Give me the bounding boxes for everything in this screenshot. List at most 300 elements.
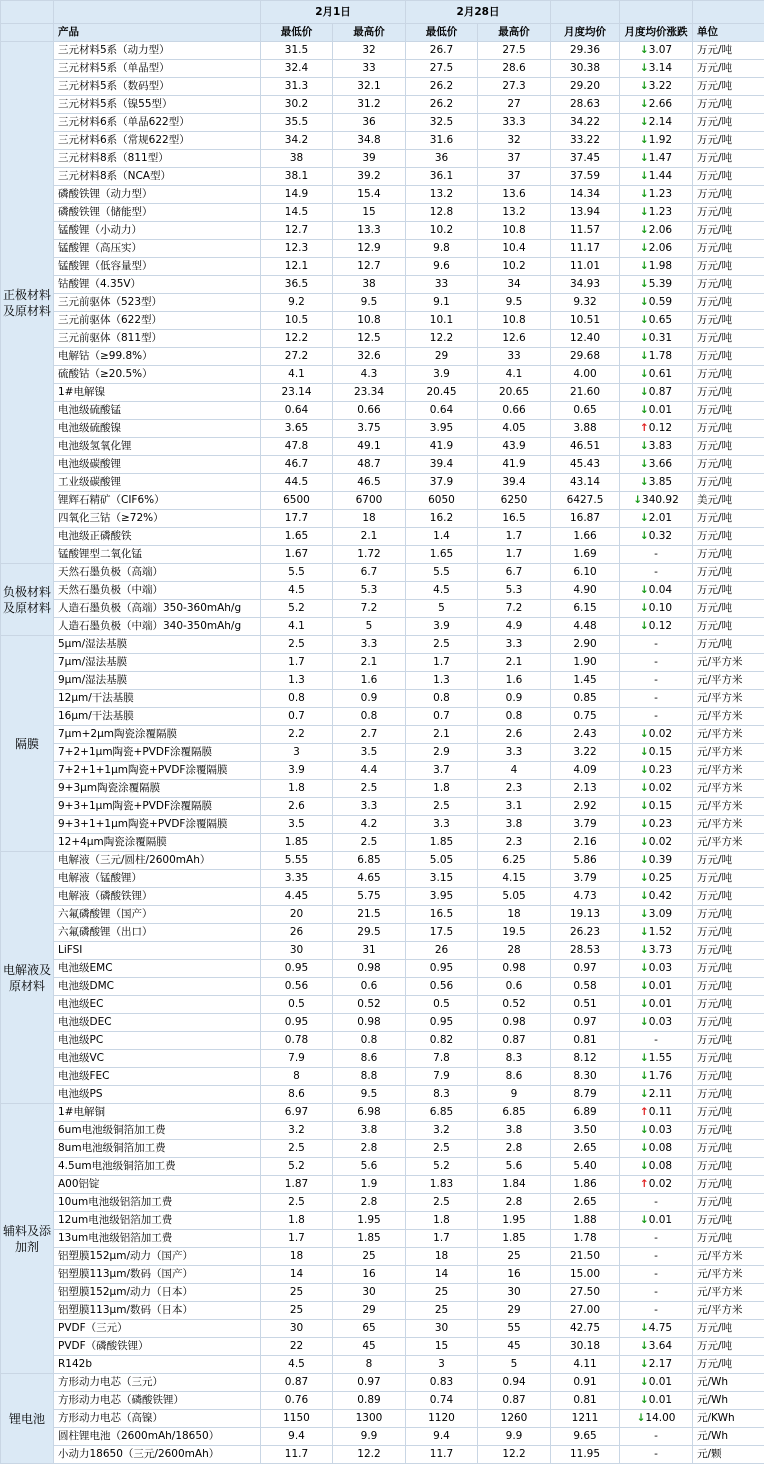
arrow-down-icon: ↓ [636,1412,646,1424]
change-cell [620,1356,693,1374]
low-price-1: 30 [261,942,333,960]
high-price-2: 34 [478,276,551,294]
table-row [1,402,764,420]
change-value: 3.83 [648,440,673,452]
low-price-1: 0.56 [261,978,333,996]
change-value: 0.02 [648,728,673,740]
low-price-2: 6050 [406,492,478,510]
category-label: 正极材料及原材料 [1,42,54,564]
date-header-row [1,1,764,24]
change-value: 0.01 [648,980,673,992]
avg-price: 4.11 [551,1356,620,1374]
category-label: 辅料及添加剂 [1,1104,54,1374]
avg-price: 34.93 [551,276,620,294]
product-name: 三元材料5系（数码型） [54,78,261,96]
low-price-1: 5.2 [261,600,333,618]
change-cell [620,168,693,186]
change-cell [620,492,693,510]
low-price-2: 1.4 [406,528,478,546]
high-price-1: 25 [333,1248,406,1266]
product-name: 锰酸锂（低容量型） [54,258,261,276]
unit-cell: 元/平方米 [693,672,764,690]
low-price-2: 3.7 [406,762,478,780]
low-price-1: 14.5 [261,204,333,222]
arrow-down-icon: ↓ [639,998,649,1010]
high-price-2: 9.9 [478,1428,551,1446]
unit-cell: 万元/吨 [693,96,764,114]
change-cell [620,1176,693,1194]
high-price-2: 0.8 [478,708,551,726]
product-name: 7+2+1μm陶瓷+PVDF涂覆隔膜 [54,744,261,762]
low-price-2: 14 [406,1266,478,1284]
change-cell [620,78,693,96]
table-row [1,240,764,258]
low-price-1: 31.3 [261,78,333,96]
low-price-1: 1.85 [261,834,333,852]
avg-price: 4.48 [551,618,620,636]
arrow-down-icon: ↓ [639,242,649,254]
low-price-1: 25 [261,1284,333,1302]
unit-cell: 元/平方米 [693,1284,764,1302]
low-price-2: 3.95 [406,420,478,438]
high-price-2: 1.7 [478,528,551,546]
high-price-2: 45 [478,1338,551,1356]
change-cell: - [620,636,693,654]
avg-price: 0.65 [551,402,620,420]
table-row [1,924,764,942]
arrow-down-icon: ↓ [639,440,649,452]
high-price-2: 2.3 [478,834,551,852]
change-cell [620,474,693,492]
unit-cell: 万元/吨 [693,1050,764,1068]
product-name: 硫酸钴（≥20.5%） [54,366,261,384]
high-price-1: 45 [333,1338,406,1356]
change-cell [620,1104,693,1122]
high-price-2: 29 [478,1302,551,1320]
unit-cell: 万元/吨 [693,312,764,330]
change-value: 1.47 [648,152,673,164]
avg-price: 21.60 [551,384,620,402]
product-name: 电池级PC [54,1032,261,1050]
table-row [1,600,764,618]
unit-cell: 万元/吨 [693,906,764,924]
low-price-1: 4.5 [261,1356,333,1374]
change-cell [620,798,693,816]
high-price-1: 15.4 [333,186,406,204]
high-price-1: 9.5 [333,1086,406,1104]
low-price-1: 35.5 [261,114,333,132]
product-name: LiFSI [54,942,261,960]
high-price-2: 2.8 [478,1194,551,1212]
table-row [1,1104,764,1122]
table-row [1,618,764,636]
arrow-down-icon: ↓ [639,926,649,938]
low-price-2: 9.4 [406,1428,478,1446]
low-price-1: 4.1 [261,618,333,636]
product-name: 7μm/湿法基膜 [54,654,261,672]
unit-cell: 万元/吨 [693,276,764,294]
high-price-2: 27.3 [478,78,551,96]
col-low-2: 最低价 [406,24,478,42]
change-value: 1.55 [648,1052,673,1064]
unit-cell: 万元/吨 [693,150,764,168]
change-cell [620,42,693,60]
change-value: 0.01 [648,404,673,416]
high-price-2: 6.7 [478,564,551,582]
product-name: 电解液（锰酸锂） [54,870,261,888]
change-cell [620,1410,693,1428]
high-price-1: 29 [333,1302,406,1320]
product-name: 7+2+1+1μm陶瓷+PVDF涂覆隔膜 [54,762,261,780]
product-name: 四氧化三钴（≥72%） [54,510,261,528]
change-cell [620,780,693,798]
high-price-1: 0.8 [333,1032,406,1050]
change-cell [620,402,693,420]
product-name: 方形动力电芯（磷酸铁锂） [54,1392,261,1410]
avg-price: 26.23 [551,924,620,942]
change-cell [620,1374,693,1392]
high-price-1: 12.9 [333,240,406,258]
high-price-1: 31 [333,942,406,960]
table-row [1,312,764,330]
change-cell: - [620,1248,693,1266]
low-price-1: 1.67 [261,546,333,564]
product-name: 电池级EMC [54,960,261,978]
high-price-2: 25 [478,1248,551,1266]
arrow-down-icon: ↓ [639,512,649,524]
arrow-down-icon: ↓ [639,1322,649,1334]
high-price-1: 3.75 [333,420,406,438]
arrow-down-icon: ↓ [639,602,649,614]
change-value: 3.09 [648,908,673,920]
change-cell [620,528,693,546]
low-price-1: 4.1 [261,366,333,384]
high-price-2: 43.9 [478,438,551,456]
high-price-1: 4.65 [333,870,406,888]
low-price-1: 47.8 [261,438,333,456]
high-price-2: 16.5 [478,510,551,528]
low-price-1: 0.95 [261,1014,333,1032]
unit-cell: 万元/吨 [693,582,764,600]
high-price-1: 0.6 [333,978,406,996]
avg-price: 5.40 [551,1158,620,1176]
change-cell [620,582,693,600]
unit-cell: 万元/吨 [693,1356,764,1374]
high-price-2: 10.8 [478,222,551,240]
change-cell: - [620,1194,693,1212]
arrow-down-icon: ↓ [639,1142,649,1154]
unit-cell: 万元/吨 [693,1086,764,1104]
unit-cell: 万元/吨 [693,1104,764,1122]
product-name: 三元材料6系（常规622型） [54,132,261,150]
change-cell [620,1338,693,1356]
low-price-1: 38.1 [261,168,333,186]
low-price-1: 3.2 [261,1122,333,1140]
unit-cell: 万元/吨 [693,186,764,204]
low-price-2: 3.2 [406,1122,478,1140]
high-price-1: 32.1 [333,78,406,96]
high-price-1: 1.9 [333,1176,406,1194]
avg-price: 9.32 [551,294,620,312]
low-price-1: 31.5 [261,42,333,60]
product-name: 六氟磷酸锂（出口） [54,924,261,942]
low-price-2: 17.5 [406,924,478,942]
arrow-down-icon: ↓ [639,224,649,236]
table-row [1,114,764,132]
product-name: 12um电池级铝箔加工费 [54,1212,261,1230]
unit-cell: 元/平方米 [693,654,764,672]
arrow-down-icon: ↓ [639,404,649,416]
avg-price: 1.45 [551,672,620,690]
arrow-down-icon: ↓ [639,332,649,344]
avg-price: 1.90 [551,654,620,672]
arrow-down-icon: ↓ [639,98,649,110]
change-value: 1.98 [648,260,673,272]
unit-cell: 万元/吨 [693,978,764,996]
table-row [1,186,764,204]
arrow-down-icon: ↓ [639,728,649,740]
avg-price: 42.75 [551,1320,620,1338]
unit-cell: 元/平方米 [693,690,764,708]
product-name: 三元材料8系（811型） [54,150,261,168]
table-row [1,42,764,60]
change-value: 0.01 [648,1214,673,1226]
avg-price: 0.51 [551,996,620,1014]
avg-price: 6.15 [551,600,620,618]
unit-cell: 万元/吨 [693,1320,764,1338]
table-row [1,1302,764,1320]
change-cell: - [620,546,693,564]
low-price-2: 1.7 [406,1230,478,1248]
high-price-1: 6.7 [333,564,406,582]
low-price-1: 3 [261,744,333,762]
avg-price: 3.88 [551,420,620,438]
low-price-2: 0.8 [406,690,478,708]
low-price-2: 11.7 [406,1446,478,1464]
high-price-1: 5.75 [333,888,406,906]
change-cell [620,1122,693,1140]
unit-cell: 万元/吨 [693,942,764,960]
high-price-2: 4.1 [478,366,551,384]
arrow-down-icon: ↓ [639,278,649,290]
high-price-2: 6.85 [478,1104,551,1122]
high-price-2: 3.8 [478,816,551,834]
product-name: 三元材料8系（NCA型） [54,168,261,186]
avg-price: 3.50 [551,1122,620,1140]
table-row [1,168,764,186]
product-name: 天然石墨负极（高端） [54,564,261,582]
change-cell [620,924,693,942]
product-name: 人造石墨负极（高端）350-360mAh/g [54,600,261,618]
high-price-2: 4.05 [478,420,551,438]
avg-price: 1.88 [551,1212,620,1230]
avg-price: 11.01 [551,258,620,276]
high-price-1: 12.7 [333,258,406,276]
low-price-2: 12.8 [406,204,478,222]
change-cell [620,726,693,744]
low-price-1: 38 [261,150,333,168]
arrow-down-icon: ↓ [639,980,649,992]
table-row [1,978,764,996]
col-high-1: 最高价 [333,24,406,42]
change-cell [620,996,693,1014]
high-price-2: 9 [478,1086,551,1104]
low-price-2: 0.64 [406,402,478,420]
unit-cell: 元/平方米 [693,798,764,816]
change-value: 0.12 [648,620,673,632]
product-name: A00铝锭 [54,1176,261,1194]
change-value: 0.03 [648,1124,673,1136]
unit-cell: 万元/吨 [693,114,764,132]
high-price-1: 1300 [333,1410,406,1428]
change-value: 0.23 [648,764,673,776]
arrow-down-icon: ↓ [639,764,649,776]
high-price-1: 8.8 [333,1068,406,1086]
table-row [1,330,764,348]
high-price-2: 2.1 [478,654,551,672]
change-cell [620,1320,693,1338]
high-price-1: 8.6 [333,1050,406,1068]
arrow-down-icon: ↓ [639,584,649,596]
avg-price: 2.13 [551,780,620,798]
high-price-2: 28.6 [478,60,551,78]
low-price-2: 37.9 [406,474,478,492]
unit-cell: 万元/吨 [693,636,764,654]
high-price-2: 37 [478,168,551,186]
change-cell: - [620,654,693,672]
product-name: 三元前驱体（622型） [54,312,261,330]
low-price-1: 27.2 [261,348,333,366]
high-price-1: 9.9 [333,1428,406,1446]
low-price-2: 0.7 [406,708,478,726]
table-row [1,744,764,762]
table-row [1,1338,764,1356]
low-price-1: 12.3 [261,240,333,258]
change-value: 0.02 [648,782,673,794]
avg-price: 1211 [551,1410,620,1428]
change-value: 1.23 [648,188,673,200]
change-cell [620,1014,693,1032]
avg-price: 0.58 [551,978,620,996]
product-name: 磷酸铁锂（动力型） [54,186,261,204]
unit-cell: 万元/吨 [693,546,764,564]
low-price-2: 2.1 [406,726,478,744]
low-price-1: 1.65 [261,528,333,546]
high-price-1: 46.5 [333,474,406,492]
high-price-2: 55 [478,1320,551,1338]
arrow-down-icon: ↓ [639,350,649,362]
high-price-1: 4.4 [333,762,406,780]
change-cell: - [620,672,693,690]
col-low-1: 最低价 [261,24,333,42]
table-row [1,1284,764,1302]
high-price-2: 13.6 [478,186,551,204]
arrow-down-icon: ↓ [639,80,649,92]
unit-cell: 万元/吨 [693,564,764,582]
change-cell [620,960,693,978]
arrow-down-icon: ↓ [639,944,649,956]
change-value: 2.66 [648,98,673,110]
low-price-1: 4.45 [261,888,333,906]
high-price-2: 33.3 [478,114,551,132]
change-value: 0.61 [648,368,673,380]
arrow-down-icon: ↓ [639,260,649,272]
table-row [1,1194,764,1212]
high-price-2: 12.6 [478,330,551,348]
table-row [1,132,764,150]
change-value: 3.85 [648,476,673,488]
table-row [1,528,764,546]
low-price-2: 25 [406,1302,478,1320]
high-price-2: 20.65 [478,384,551,402]
date2-header: 2月28日 [406,1,551,24]
table-row [1,222,764,240]
product-name: 天然石墨负极（中端） [54,582,261,600]
high-price-2: 2.3 [478,780,551,798]
low-price-2: 16.2 [406,510,478,528]
avg-price: 34.22 [551,114,620,132]
low-price-1: 18 [261,1248,333,1266]
high-price-1: 0.66 [333,402,406,420]
table-row [1,96,764,114]
high-price-2: 4 [478,762,551,780]
low-price-2: 5.5 [406,564,478,582]
product-name: 电池级PS [54,1086,261,1104]
low-price-2: 7.8 [406,1050,478,1068]
product-name: 5μm/湿法基膜 [54,636,261,654]
col-change: 月度均价涨跌 [620,24,693,42]
change-cell [620,384,693,402]
table-row [1,366,764,384]
table-row [1,150,764,168]
change-value: 0.01 [648,998,673,1010]
avg-price: 43.14 [551,474,620,492]
product-name: 锰酸锂（小动力） [54,222,261,240]
high-price-1: 2.7 [333,726,406,744]
low-price-1: 25 [261,1302,333,1320]
change-value: 3.22 [648,80,673,92]
arrow-down-icon: ↓ [639,134,649,146]
high-price-1: 2.1 [333,528,406,546]
change-value: 1.78 [648,350,673,362]
change-value: 0.10 [648,602,673,614]
change-cell [620,366,693,384]
change-value: 0.08 [648,1142,673,1154]
high-price-2: 8.3 [478,1050,551,1068]
table-row [1,726,764,744]
low-price-2: 9.8 [406,240,478,258]
arrow-down-icon: ↓ [639,314,649,326]
arrow-down-icon: ↓ [639,800,649,812]
arrow-down-icon: ↓ [639,1124,649,1136]
arrow-down-icon: ↓ [639,1052,649,1064]
low-price-2: 25 [406,1284,478,1302]
category-label: 隔膜 [1,636,54,852]
unit-cell: 万元/吨 [693,42,764,60]
product-name: 电池级DMC [54,978,261,996]
table-row [1,438,764,456]
low-price-2: 10.2 [406,222,478,240]
unit-cell: 万元/吨 [693,870,764,888]
change-value: 3.66 [648,458,673,470]
low-price-1: 12.1 [261,258,333,276]
low-price-1: 0.95 [261,960,333,978]
corner-cell [1,24,54,42]
low-price-2: 0.56 [406,978,478,996]
table-row [1,348,764,366]
low-price-2: 15 [406,1338,478,1356]
table-row [1,1374,764,1392]
